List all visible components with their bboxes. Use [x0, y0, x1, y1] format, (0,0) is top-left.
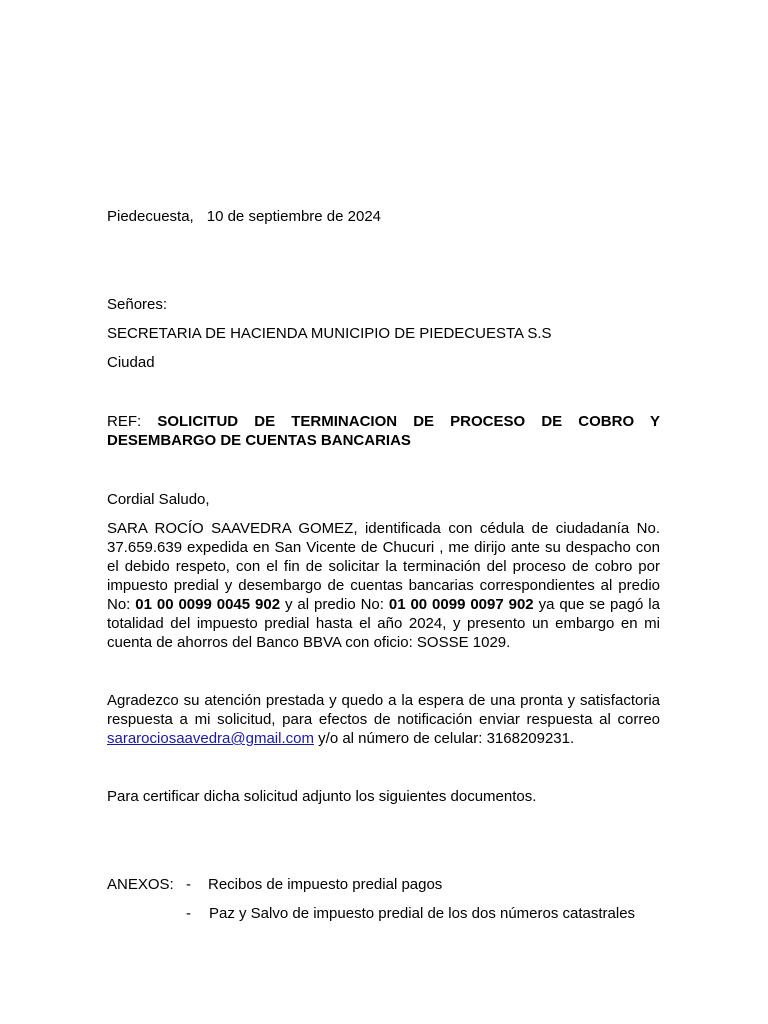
body1-part-a: SARA ROCÍO SAAVEDRA GOMEZ, identificada con cédula de ciudadanía No. 37.659.639 expedida en San Vicente de Chucuri , me dirijo ante su despacho con el debido respeto, con el fin de solicitar la terminación del proceso de cobro por impuesto predial y desembargo de cuentas bancarias correspondientes al predio No: [107, 520, 660, 613]
body2-part-b: y/o al número de celular: 3168209231. [313, 730, 575, 747]
date: 10 de septiembre de 2024 [206, 208, 382, 225]
predio-number-1: 01 00 0099 0045 902 [135, 596, 281, 613]
body-paragraph-2 [107, 691, 660, 748]
greeting: Cordial Saludo, [107, 491, 210, 508]
place: Piedecuesta, [107, 208, 194, 225]
salutation-to: Señores: [107, 296, 168, 313]
ref-subject: SOLICITUD DE TERMINACION DE PROCESO DE COBRO Y DESEMBARGO DE CUENTAS BANCARIAS [107, 413, 660, 449]
body-paragraph-1 [107, 519, 660, 652]
body-paragraph-3: Para certificar dicha solicitud adjunto los siguientes documentos. [107, 788, 537, 805]
annex-bullet: - [186, 876, 191, 893]
annex-bullet: - [186, 905, 191, 922]
recipient: SECRETARIA DE HACIENDA MUNICIPIO DE PIEDECUESTA S.S [107, 325, 552, 342]
ref-label: REF: [107, 413, 142, 430]
reference [107, 412, 660, 450]
body1-part-b: y al predio No: [280, 596, 389, 613]
email-link[interactable]: sararociosaavedra@gmail.com [107, 730, 314, 747]
annex-label: ANEXOS: [107, 876, 174, 893]
annex-item: Recibos de impuesto predial pagos [208, 876, 443, 893]
date-line [107, 207, 660, 226]
body2-part-a: Agradezco su atención prestada y quedo a la espera de una pronta y satisfactoria respuesta a mi solicitud, para efectos de notificación enviar respuesta al correo [107, 692, 660, 728]
city: Ciudad [107, 354, 155, 371]
predio-number-2: 01 00 0099 0097 902 [388, 596, 534, 613]
body1-part-c: ya que se pagó la totalidad del impuesto predial hasta el año 2024, y presento un embargo en mi cuenta de ahorros del Banco BBVA con oficio: SOSSE 1029. [107, 596, 660, 651]
annex-item: Paz y Salvo de impuesto predial de los dos números catastrales [209, 905, 636, 922]
